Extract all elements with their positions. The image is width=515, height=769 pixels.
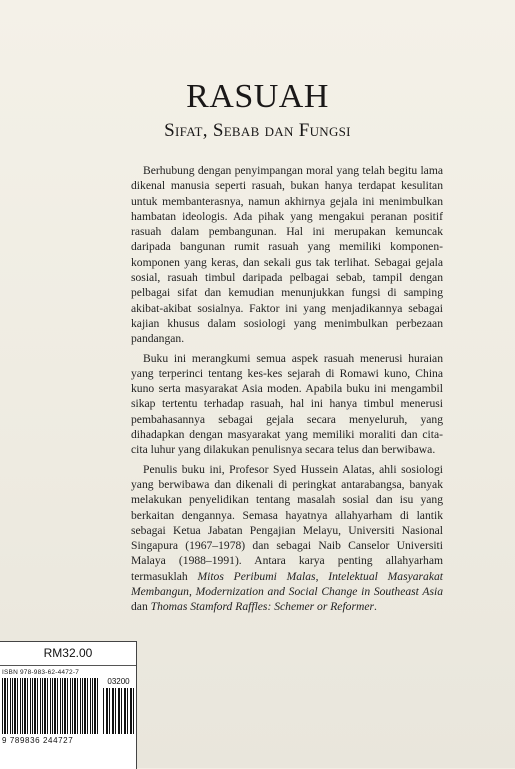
blurb-paragraph-2: Buku ini merangkumi semua aspek rasuah menerusi huraian yang terperinci tentang kes-kes sejarah di Romawi kuno, China kuno serta masyarakat Asia moden. Apabila buku ini mengambil sikap tertentu terhadap rasuah, hal ini hanya timbul menerusi pembahasannya sebagai gejala secara menyeluruh, yang dihadapkan dengan masyarakat yang memiliki moraliti dan cita-cita luhur yang dilakukan penulisnya secara telus dan berwibawa. <box>131 351 443 457</box>
blurb <box>131 163 443 619</box>
price-label: RM32.00 <box>43 646 93 660</box>
book-title: RASUAH <box>186 78 329 115</box>
barcode-addon-icon <box>103 688 134 734</box>
conjunction: dan <box>131 600 151 614</box>
price-divider <box>0 665 136 666</box>
barcode-addon-number: 03200 <box>107 677 130 686</box>
price-barcode-box <box>0 641 137 769</box>
isbn-text: ISBN 978-983-62-4472-7 <box>2 669 80 676</box>
period: . <box>374 600 377 614</box>
work-title-2: Intelektual Masyarakat Membangun <box>131 569 444 599</box>
blurb-paragraph-3 <box>131 462 443 615</box>
separator: , <box>188 585 196 599</box>
book-subtitle: Sifat, Sebab dan Fungsi <box>164 120 351 141</box>
barcode-icon <box>2 678 98 734</box>
work-title-4: Thomas Stamford Raffles: Schemer or Reformer <box>150 600 375 614</box>
work-title-3: Modernization and Social Change in Southeast Asia <box>195 585 444 599</box>
barcode-digits: 9 789836 244727 <box>2 736 74 745</box>
author-bio-text: Penulis buku ini, Profesor Syed Hussein Alatas, ahli sosiologi yang berwibawa dan dikenali di peringkat antarabangsa, banyak melakukan penyelidikan tentang masalah sosial dan isu yang berkaitan dengannya. Semasa hayatnya allahyarham di lantik sebagai Ketua Jabatan Pengajian Melayu, Universiti Nasional Singapura (1967–1978) dan sebagai Naib Canselor Universiti Malaya (1988–1991). Antara karya penting allahyarham termasuklah <box>131 462 443 583</box>
work-title-1: Mitos Peribumi Malas <box>197 569 316 583</box>
separator: , <box>315 569 329 583</box>
blurb-paragraph-1: Berhubung dengan penyimpangan moral yang telah begitu lama dikenal manusia seperti rasuah, bukan hanya terdapat kesulitan untuk membanterasnya, namun akhirnya gejala ini menimbulkan hambatan ideologis. Ada pihak yang mengakui peranan positif rasuah dalam pembangunan. Hal ini merupakan kemuncak daripada bangunan rumit rasuah yang memiliki komponen-komponen yang keras, dan sekali gus tak terlihat. Sebagai gejala sosial, rasuah timbul daripada pelbagai sebab, tampil dengan pelbagai sifat dan kemudian menunjukkan fungsi di samping akibat-akibat sosialnya. Faktor ini yang menjadikannya sebagai kajian khusus dalam sosiologi yang menimbulkan perbezaan pandangan. <box>131 164 443 346</box>
